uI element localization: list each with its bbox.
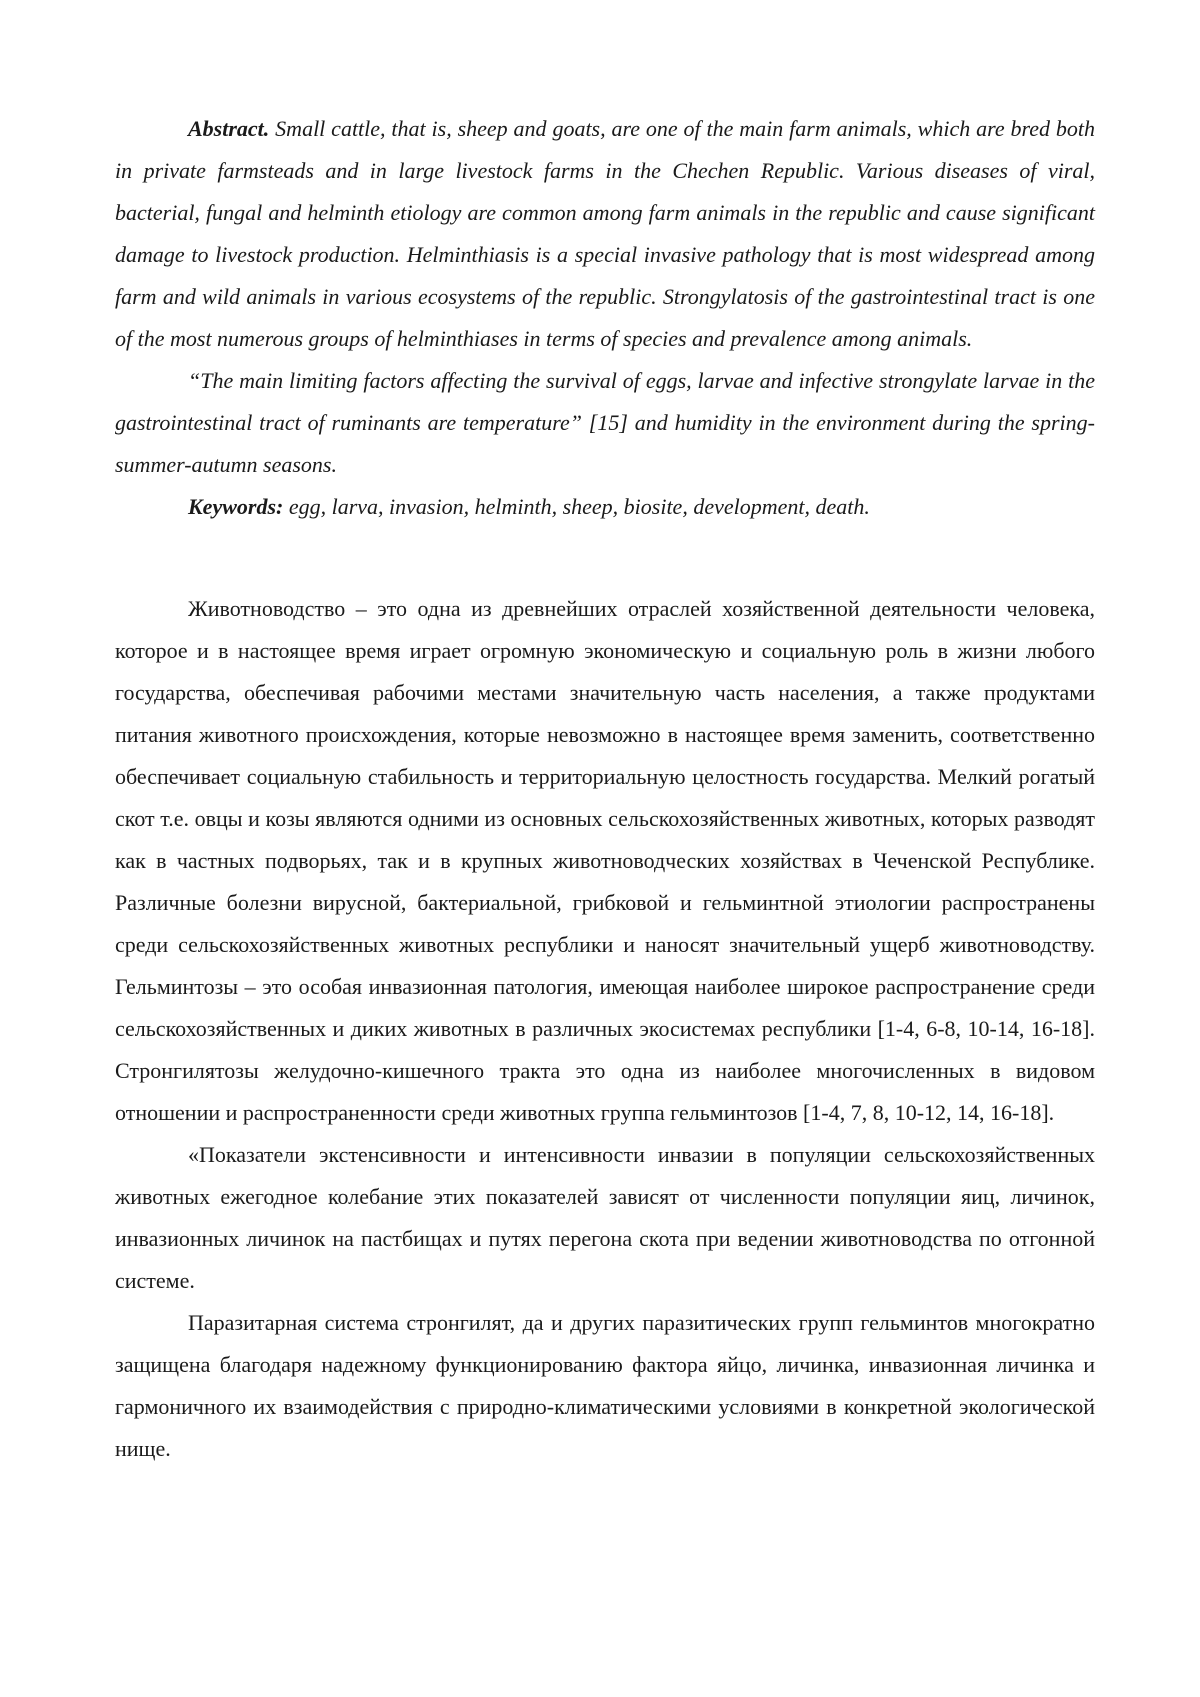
abstract-text: Small cattle, that is, sheep and goats, are one of the main farm animals, which are bred both in private farmsteads and in large livestock farms in the Chechen Republic. Various diseases of viral, bacterial, fungal and helminth etiology are common among farm animals in the republic and cause significant damage to livestock production. Helminthiasis is a special invasive pathology that is most widespread among farm and wild animals in various ecosystems of the republic. Strongylatosis of the gastrointestinal tract is one of the most numerous groups of helminthiases in terms of species and prevalence among animals. [115, 116, 1095, 351]
section-gap [115, 528, 1095, 588]
document-page [115, 108, 1095, 1470]
keywords-label: Keywords: [188, 494, 283, 519]
body-paragraph-3: Паразитарная система стронгилят, да и других паразитических групп гельминтов многократно защищена благодаря надежному функционированию фактора яйцо, личинка, инвазионная личинка и гармоничного их взаимодействия с природно-климатическими условиями в конкретной экологической нище. [115, 1302, 1095, 1470]
body-paragraph-2: «Показатели экстенсивности и интенсивности инвазии в популяции сельскохозяйственных животных ежегодное колебание этих показателей зависят от численности популяции яиц, личинок, инвазионных личинок на пастбищах и путях перегона скота при ведении животноводства по отгонной системе. [115, 1134, 1095, 1302]
abstract-paragraph [115, 108, 1095, 360]
keywords-text: egg, larva, invasion, helminth, sheep, biosite, development, death. [283, 494, 870, 519]
abstract-label: Abstract. [188, 116, 269, 141]
keywords-paragraph [115, 486, 1095, 528]
body-paragraph-1: Животноводство – это одна из древнейших отраслей хозяйственной деятельности человека, которое и в настоящее время играет огромную экономическую и социальную роль в жизни любого государства, обеспечивая рабочими местами значительную часть населения, а также продуктами питания животного происхождения, которые невозможно в настоящее время заменить, соответственно обеспечивает социальную стабильность и территориальную целостность государства. Мелкий рогатый скот т.е. овцы и козы являются одними из основных сельскохозяйственных животных, которых разводят как в частных подворьях, так и в крупных животноводческих хозяйствах в Чеченской Республике. Различные болезни вирусной, бактериальной, грибковой и гельминтной этиологии распространены среди сельскохозяйственных животных республики и наносят значительный ущерб животноводству. Гельминтозы – это особая инвазионная патология, имеющая наиболее широкое распространение среди сельскохозяйственных и диких животных в различных экосистемах республики [1-4, 6-8, 10-14, 16-18]. Стронгилятозы желудочно-кишечного тракта это одна из наиболее многочисленных в видовом отношении и распространенности среди животных группа гельминтозов [1-4, 7, 8, 10-12, 14, 16-18]. [115, 588, 1095, 1134]
abstract-quote-paragraph: “The main limiting factors affecting the survival of eggs, larvae and infective strongylate larvae in the gastrointestinal tract of ruminants are temperature” [15] and humidity in the environment during the spring-summer-autumn seasons. [115, 360, 1095, 486]
